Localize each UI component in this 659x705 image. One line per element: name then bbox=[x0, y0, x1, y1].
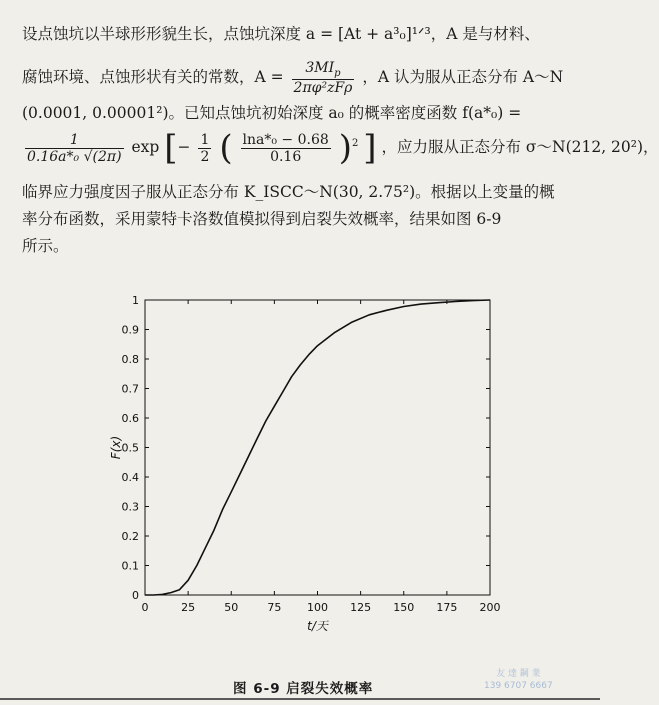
paragraph-line-5: 临界应力强度因子服从正态分布 K_ISCC～N(30, 2.75²)。根据以上变量的概 bbox=[22, 183, 555, 201]
y-tick-label: 1 bbox=[132, 294, 139, 307]
frac-log-den: 0.16 bbox=[270, 148, 302, 165]
exp-label: exp bbox=[131, 138, 160, 156]
x-tick-label: 0 bbox=[141, 601, 149, 614]
failure-probability-curve bbox=[145, 300, 490, 595]
figure-caption: 图 6-9 启裂失效概率 bbox=[233, 681, 374, 697]
y-tick-label: 0.8 bbox=[121, 353, 139, 366]
paragraph-line-3: (0.0001, 0.00001²)。已知点蚀坑初始深度 a₀ 的概率密度函数 f(a*₀) = bbox=[22, 104, 522, 122]
paren-close: ) bbox=[338, 128, 352, 168]
paragraph-line-6: 率分布函数，采用蒙特卡洛数值模拟得到启裂失效概率，结果如图 6-9 bbox=[22, 210, 502, 228]
y-tick-label: 0.5 bbox=[121, 441, 139, 455]
frac-half-num: 1 bbox=[200, 131, 210, 148]
frac-pdf-num: 1 bbox=[25, 132, 124, 149]
x-tick-label: 25 bbox=[181, 601, 196, 614]
y-tick-label: 0.1 bbox=[121, 559, 139, 573]
paragraph-line-4: $\frac{1}{\text{0.16a*₀ √(2π)}}$ exp [− $\frac{1}{2}$ ( $\frac{\text{lna*₀ − 0.68}}{0.16}$ )$^2$ ] ，应力服从正态分布 σ～N(212, 20²)， bbox=[27, 128, 659, 168]
watermark-line-2: 139 6707 6667 bbox=[484, 681, 553, 691]
plot-frame bbox=[145, 300, 490, 595]
frac-log-num: lna*₀ − 0.68 bbox=[242, 131, 329, 148]
y-axis-label: F(x) bbox=[109, 435, 123, 460]
paren-open: ( bbox=[219, 128, 233, 168]
y-tick-label: 0.6 bbox=[121, 412, 139, 425]
bottom-rule bbox=[0, 698, 600, 700]
y-tick-label: 0.7 bbox=[121, 382, 139, 396]
line2-prefix: 腐蚀环境、点蚀形状有关的常数，A = bbox=[22, 67, 284, 86]
watermark-line-1: 友 達 鋼 業 bbox=[496, 669, 541, 679]
bracket-close: ] bbox=[363, 128, 377, 168]
frac-pdf-den: 0.16a*₀ √(2π) bbox=[27, 148, 122, 165]
y-tick-label: 0.2 bbox=[121, 530, 139, 543]
paragraph-line-1: 设点蚀坑以半球形形貌生长，点蚀坑深度 a = [At + a³₀]¹ᐟ³，A 是与材料、 bbox=[22, 25, 540, 43]
x-tick-label: 50 bbox=[224, 601, 239, 614]
bracket-open: [ bbox=[164, 128, 178, 168]
frac-A-num-sub: p bbox=[334, 67, 341, 79]
y-tick-label: 0.4 bbox=[121, 471, 139, 484]
line4-suffix: ，应力服从正态分布 σ～N(212, 20²)， bbox=[381, 138, 659, 156]
y-tick-label: 0.3 bbox=[121, 500, 139, 514]
square-exponent: 2 bbox=[351, 137, 359, 149]
x-tick-label: 200 bbox=[479, 601, 501, 614]
paragraph-line-7: 所示。 bbox=[22, 237, 69, 255]
plot-area bbox=[109, 294, 501, 633]
y-tick-label: 0 bbox=[132, 589, 139, 602]
x-tick-label: 75 bbox=[267, 601, 282, 614]
x-tick-label: 175 bbox=[436, 601, 458, 614]
x-tick-label: 125 bbox=[350, 601, 372, 614]
watermark bbox=[484, 668, 553, 692]
y-tick-label: 0.9 bbox=[121, 323, 139, 337]
x-tick-label: 100 bbox=[307, 601, 328, 614]
x-tick-label: 150 bbox=[393, 601, 415, 614]
line2-suffix: ，A 认为服从正态分布 A～N bbox=[362, 67, 564, 86]
frac-half-den: 2 bbox=[200, 148, 210, 165]
frac-A-num: 3MI bbox=[305, 60, 335, 76]
frac-A-den: 2πφ²zFρ bbox=[293, 79, 353, 96]
x-axis-label: t/天 bbox=[307, 619, 328, 633]
